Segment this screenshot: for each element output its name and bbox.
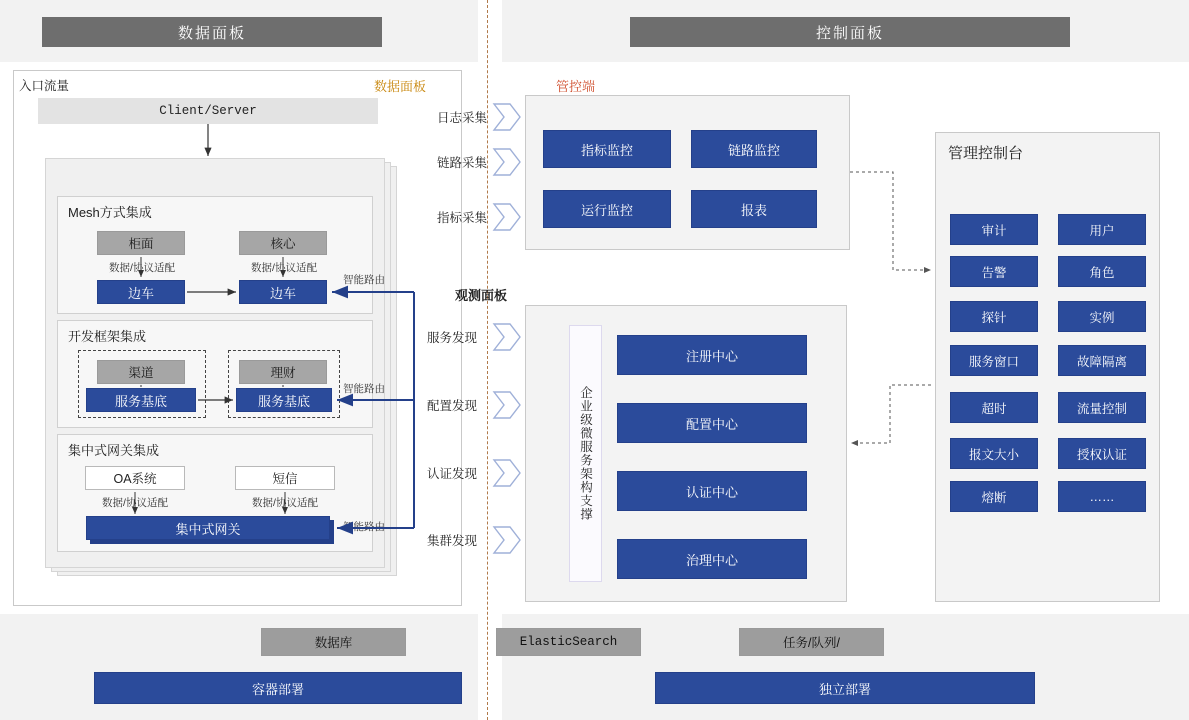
mesh-left-adapt: 数据/协议适配	[109, 262, 175, 274]
center-box-3	[617, 539, 807, 579]
vertical-support-text-label: 企业级微服务架构支撑	[578, 386, 593, 521]
console-item-10	[950, 438, 1038, 469]
collect-label-0: 日志采集	[437, 111, 488, 125]
collect-label-1: 链路采集	[437, 156, 488, 170]
mesh-right-sidecar-label: 边车	[269, 285, 296, 301]
framework-left-top-label: 渠道	[128, 366, 154, 380]
framework-left-base	[86, 388, 196, 412]
center-box-1	[617, 403, 807, 443]
observe-label: 观测面板	[455, 288, 508, 303]
footer-elasticsearch-label: ElasticSearch	[519, 635, 618, 649]
right-panel-title: 管理控制台	[948, 145, 1024, 162]
mesh-right-adapt: 数据/协议适配	[251, 262, 317, 274]
footer-standalone-deploy-label: 独立部署	[818, 681, 871, 697]
console-item-5-label: 实例	[1089, 310, 1115, 325]
console-item-5	[1058, 301, 1146, 332]
console-item-13	[1058, 481, 1146, 512]
console-item-2-label: 告警	[981, 265, 1007, 280]
section-mesh-title: Mesh方式集成	[68, 205, 152, 220]
framework-route-label: 智能路由	[343, 383, 385, 395]
console-item-13-label: ……	[1089, 489, 1115, 504]
left-corner-label: 入口流量	[19, 79, 70, 93]
mesh-right-top-label: 核心	[270, 237, 296, 251]
mesh-left-sidecar	[97, 280, 185, 304]
gateway-route-label: 智能路由	[343, 521, 385, 533]
mesh-route-label: 智能路由	[343, 274, 385, 286]
framework-right-top-label: 理财	[270, 366, 296, 380]
client-server-label: Client/Server	[159, 104, 257, 118]
framework-left-base-label: 服务基底	[114, 393, 167, 409]
monitor-box-0-label: 指标监控	[580, 142, 633, 158]
console-item-0-label: 审计	[981, 223, 1007, 238]
console-item-7-label: 故障隔离	[1076, 354, 1127, 369]
footer-container-deploy-label: 容器部署	[251, 681, 304, 697]
center-box-0-label: 注册中心	[685, 348, 738, 364]
left-corner-right-label: 数据面板	[374, 79, 427, 94]
gateway-bar	[86, 516, 330, 540]
mesh-left-sidecar-label: 边车	[127, 285, 154, 301]
console-item-12	[950, 481, 1038, 512]
monitor-box-1	[691, 130, 817, 168]
header-data-panel	[42, 17, 382, 47]
footer-database	[261, 628, 406, 656]
mesh-right-sidecar	[239, 280, 327, 304]
mesh-left-top-label: 柜面	[128, 237, 154, 251]
footer-database-label: 数据库	[314, 636, 353, 650]
gateway-right-adapt: 数据/协议适配	[252, 497, 318, 509]
console-item-4	[950, 301, 1038, 332]
client-server-box	[38, 98, 378, 124]
footer-standalone-deploy	[655, 672, 1035, 704]
mesh-right-top	[239, 231, 327, 255]
discovery-label-0: 服务发现	[427, 331, 478, 345]
gateway-left-adapt: 数据/协议适配	[102, 497, 168, 509]
header-data-panel-label: 数据面板	[177, 24, 246, 42]
console-item-2	[950, 256, 1038, 287]
framework-right-base-label: 服务基底	[257, 393, 310, 409]
console-item-11	[1058, 438, 1146, 469]
console-item-11-label: 授权认证	[1076, 447, 1127, 462]
monitor-box-3-label: 报表	[740, 202, 767, 218]
console-item-9-label: 流量控制	[1076, 401, 1127, 416]
discovery-label-1: 配置发现	[427, 399, 478, 413]
framework-right-top	[239, 360, 327, 384]
console-item-12-label: 熔断	[981, 490, 1007, 505]
vertical-divider	[487, 0, 488, 720]
monitor-box-0	[543, 130, 671, 168]
console-item-0	[950, 214, 1038, 245]
center-box-1-label: 配置中心	[685, 416, 738, 432]
mesh-left-top	[97, 231, 185, 255]
discovery-label-3: 集群发现	[427, 534, 478, 548]
footer-task-queue-label: 任务/队列/	[783, 636, 840, 650]
gateway-right-top-label: 短信	[272, 472, 298, 486]
console-item-6-label: 服务窗口	[968, 354, 1019, 369]
monitor-box-2	[543, 190, 671, 228]
console-item-1	[1058, 214, 1146, 245]
center-box-0	[617, 335, 807, 375]
monitor-box-3	[691, 190, 817, 228]
gateway-left-top-label: OA系统	[113, 472, 157, 486]
console-item-6	[950, 345, 1038, 376]
footer-container-deploy	[94, 672, 462, 704]
monitor-box-2-label: 运行监控	[580, 202, 633, 218]
console-item-8	[950, 392, 1038, 423]
console-item-9	[1058, 392, 1146, 423]
console-item-1-label: 用户	[1089, 223, 1115, 238]
footer-left-band	[0, 614, 478, 720]
header-control-panel	[630, 17, 1070, 47]
control-side-label: 管控端	[556, 79, 596, 94]
framework-left-top	[97, 360, 185, 384]
console-item-8-label: 超时	[981, 401, 1007, 416]
center-box-3-label: 治理中心	[685, 552, 738, 568]
footer-elasticsearch	[496, 628, 641, 656]
center-box-2	[617, 471, 807, 511]
header-control-panel-label: 控制面板	[815, 24, 884, 42]
console-item-10-label: 报文大小	[968, 447, 1019, 462]
vertical-support-text	[569, 325, 602, 582]
console-item-3	[1058, 256, 1146, 287]
monitor-box-1-label: 链路监控	[727, 142, 780, 158]
console-item-4-label: 探针	[981, 310, 1007, 325]
section-gateway-title: 集中式网关集成	[68, 443, 160, 458]
console-item-7	[1058, 345, 1146, 376]
console-item-3-label: 角色	[1089, 265, 1115, 280]
gateway-left-top	[85, 466, 185, 490]
discovery-label-2: 认证发现	[427, 467, 478, 481]
footer-task-queue	[739, 628, 884, 656]
gateway-bar-label: 集中式网关	[175, 521, 241, 537]
section-framework-title: 开发框架集成	[68, 329, 147, 344]
collect-label-2: 指标采集	[437, 211, 488, 225]
center-box-2-label: 认证中心	[685, 484, 738, 500]
gateway-right-top	[235, 466, 335, 490]
framework-right-base	[236, 388, 332, 412]
